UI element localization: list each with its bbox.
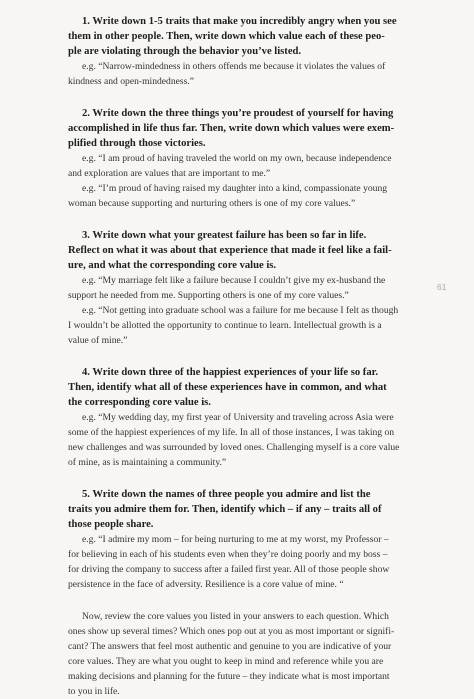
example-line: support he needed from me. Supporting others is one of my core values.” <box>68 290 349 301</box>
question-line: accomplished in life thus far. Then, write down which values were exem- <box>68 123 395 134</box>
question-heading <box>68 106 414 151</box>
question-heading <box>68 365 414 410</box>
question-line: plified through those victories. <box>68 138 206 149</box>
summary-line: ones show up several times? Which ones pop out at you as most important or signifi- <box>68 626 395 637</box>
question-line: ple are violating through the behavior you’ve listed. <box>68 46 302 57</box>
question-line: 3. Write down what your greatest failure has been so far in life. <box>82 230 367 241</box>
example-line: some of the happiest experiences of my life. In all of those instances, I was taking on <box>68 427 395 438</box>
question-section <box>68 106 414 211</box>
summary-line: making decisions and planning for the future – they indicate what is most important <box>68 671 390 682</box>
summary-line: cant? The answers that feel most authentic and genuine to you are indicative of your <box>68 641 392 652</box>
example-line: e.g. “I admire my mom – for being nurturing to me at my worst, my Professor – <box>82 534 389 545</box>
example-line: for believing in each of his students even when they’re doing poorly and my boss – <box>68 549 388 560</box>
question-section <box>68 487 414 592</box>
question-line: 4. Write down three of the happiest experiences of your life so far. <box>82 367 379 378</box>
example-line: new challenges and was surrounded by loved ones. Challenging myself is a core value <box>68 442 400 453</box>
question-line: those people share. <box>68 519 154 530</box>
page-content <box>68 14 414 699</box>
example-paragraph <box>68 273 414 303</box>
example-line: e.g. “Narrow-mindedness in others offends me because it violates the values of <box>82 61 386 72</box>
question-line: the corresponding core value is. <box>68 397 211 408</box>
question-section <box>68 14 414 89</box>
example-line: for driving the company to success after a failed first year. All of those people show <box>68 564 390 575</box>
question-section <box>68 228 414 348</box>
example-line: of mine, as is maintaining a community.” <box>68 457 227 468</box>
question-heading <box>68 14 414 59</box>
example-line: e.g. “My wedding day, my first year of University and traveling across Asia were <box>82 412 394 423</box>
example-line: I wouldn’t be allotted the opportunity to continue to learn. Intellectual growth is a <box>68 320 382 331</box>
question-line: Then, identify what all of these experiences have in common, and what <box>68 382 387 393</box>
example-line: and exploration are values that are important to me.” <box>68 168 271 179</box>
example-paragraph <box>68 59 414 89</box>
question-section <box>68 365 414 470</box>
example-line: kindness and open-mindedness.” <box>68 76 195 87</box>
question-line: 1. Write down 1-5 traits that make you incredibly angry when you see <box>82 16 397 27</box>
question-line: traits you admire them for. Then, identify which – if any – traits all of <box>68 504 382 515</box>
example-line: e.g. “I’m proud of having raised my daughter into a kind, compassionate young <box>82 183 388 194</box>
example-line: e.g. “Not getting into graduate school was a failure for me because I felt as though <box>82 305 399 316</box>
example-paragraph <box>68 181 414 211</box>
summary-line: Now, review the core values you listed in your answers to each question. Which <box>82 611 389 622</box>
page-number: 61 <box>437 282 447 292</box>
question-line: ure, and what the corresponding core value is. <box>68 260 277 271</box>
example-line: e.g. “I am proud of having traveled the world on my own, because independence <box>82 153 392 164</box>
example-line: e.g. “My marriage felt like a failure because I couldn’t give my ex-husband the <box>82 275 386 286</box>
question-heading <box>68 487 414 532</box>
question-line: Reflect on what it was about that experience that made it feel like a fail- <box>68 245 392 256</box>
example-paragraph <box>68 303 414 348</box>
question-heading <box>68 228 414 273</box>
question-line: 2. Write down the three things you’re proudest of yourself for having <box>82 108 394 119</box>
example-paragraph <box>68 151 414 181</box>
example-paragraph <box>68 410 414 470</box>
example-line: value of mine.” <box>68 335 128 346</box>
summary-paragraph <box>68 609 414 699</box>
example-line: persistence in the face of adversity. Resilience is a core value of mine. “ <box>68 579 344 590</box>
example-line: woman because supporting and nurturing others is one of my core values.” <box>68 198 356 209</box>
summary-line: core values. They are what you ought to keep in mind and reference while you are <box>68 656 384 667</box>
example-paragraph <box>68 532 414 592</box>
summary-line: to you in life. <box>68 686 120 697</box>
question-line: them in other people. Then, write down which value each of these peo- <box>68 31 385 42</box>
question-line: 5. Write down the names of three people you admire and list the <box>82 489 371 500</box>
